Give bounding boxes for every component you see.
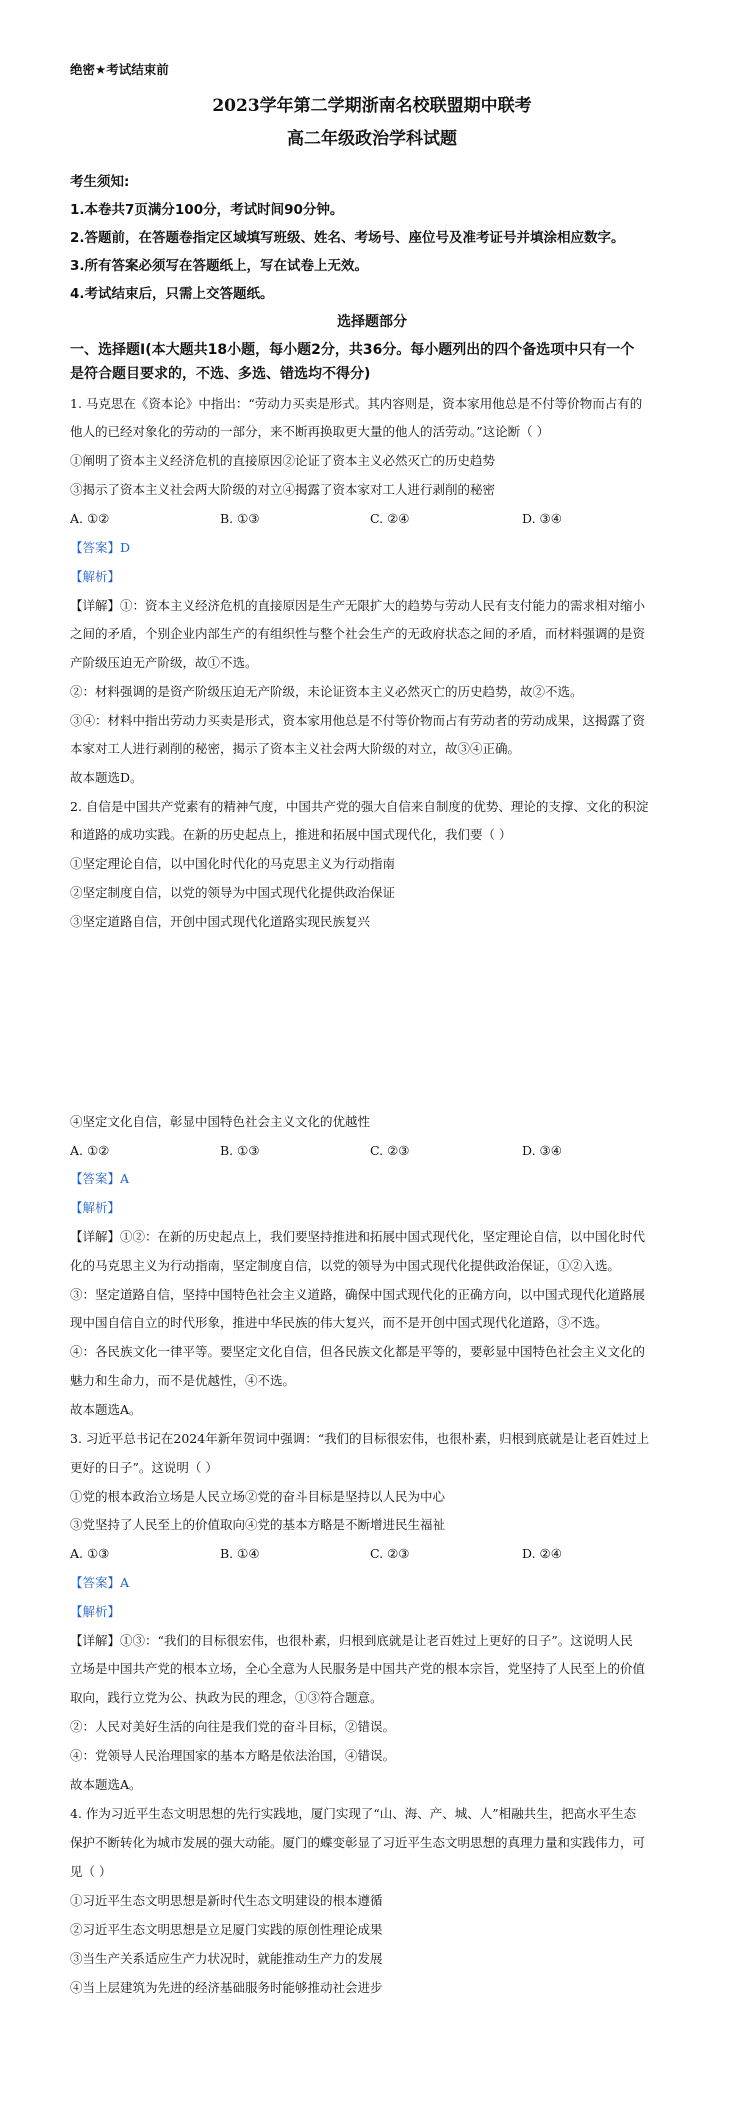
- section-title: 选择题部分: [337, 314, 407, 330]
- q2-answer: 【答案】A: [70, 1171, 130, 1186]
- q3-detail-2: 立场是中国共产党的根本立场，全心全意为人民服务是中国共产党的根本宗旨，党坚持了人民至上的价值: [70, 1661, 646, 1676]
- q1-detail-5: ③④：材料中指出劳动力买卖是形式，资本家用他总是不付等价物而占有劳动者的劳动成果，这揭露了资: [70, 713, 646, 728]
- q3-detail-5: ④：党领导人民治理国家的基本方略是依法治国，④错误。: [70, 1748, 396, 1763]
- q2-detail-6: 魅力和生命力，而不是优越性，④不选。: [70, 1373, 296, 1388]
- q1-option-b: B. ①③: [220, 511, 260, 526]
- q2-statement-1: ①坚定理论自信，以中国化时代化的马克思主义为行动指南: [70, 856, 396, 871]
- q1-answer: 【答案】D: [70, 540, 131, 555]
- q2-statement-2: ②坚定制度自信，以党的领导为中国式现代化提供政治保证: [70, 885, 396, 900]
- q3-detail-3: 取向，践行立党为公、执政为民的理念，①③符合题意。: [70, 1690, 383, 1705]
- q2-detail-2: 化的马克思主义为行动指南，坚定制度自信，以党的领导为中国式现代化提供政治保证，①②入选。: [70, 1258, 621, 1273]
- q1-detail-6: 本家对工人进行剥削的秘密，揭示了资本主义社会两大阶级的对立，故③④正确。: [70, 741, 521, 756]
- q2-analysis-label: 【解析】: [70, 1200, 121, 1215]
- secret-label: 绝密★考试结束前: [70, 62, 169, 77]
- q2-stem-2: 和道路的成功实践。在新的历史起点上，推进和拓展中国式现代化，我们要（ ）: [70, 827, 512, 842]
- q4-stem-3: 见（ ）: [70, 1864, 112, 1879]
- q3-detail-1: 【详解】①③：“我们的目标很宏伟，也很朴素，归根到底就是让老百姓过上更好的日子”。这说明人民: [70, 1633, 633, 1648]
- q2-statement-3: ③坚定道路自信，开创中国式现代化道路实现民族复兴: [70, 914, 371, 929]
- q3-statement-1: ①党的根本政治立场是人民立场②党的奋斗目标是坚持以人民为中心: [70, 1489, 446, 1504]
- q2-option-d: D. ③④: [522, 1143, 562, 1158]
- notice-item-2: 2.答题前，在答题卷指定区域填写班级、姓名、考场号、座位号及准考证号并填涂相应数字。: [70, 230, 625, 246]
- q3-option-b: B. ①④: [220, 1546, 260, 1561]
- q3-conclusion: 故本题选A。: [70, 1777, 142, 1792]
- q4-statement-2: ②习近平生态文明思想是立足厦门实践的原创性理论成果: [70, 1922, 383, 1937]
- section-intro-line2: 是符合题目要求的，不选、多选、错选均不得分): [70, 366, 371, 382]
- q4-stem-1: 4. 作为习近平生态文明思想的先行实践地，厦门实现了“山、海、产、城、人”相融共生，把高水平生态: [70, 1806, 637, 1821]
- q3-option-c: C. ②③: [370, 1546, 410, 1561]
- q3-detail-4: ②：人民对美好生活的向往是我们党的奋斗目标，②错误。: [70, 1719, 396, 1734]
- q3-stem-1: 3. 习近平总书记在2024年新年贺词中强调：“我们的目标很宏伟，也很朴素，归根到底就是让老百姓过上: [70, 1431, 650, 1446]
- q1-analysis-label: 【解析】: [70, 569, 121, 584]
- q2-statement-4: ④坚定文化自信，彰显中国特色社会主义文化的优越性: [70, 1114, 371, 1129]
- q1-statement-1: ①阐明了资本主义经济危机的直接原因②论证了资本主义必然灭亡的历史趋势: [70, 453, 496, 468]
- q4-statement-1: ①习近平生态文明思想是新时代生态文明建设的根本遵循: [70, 1893, 383, 1908]
- q2-conclusion: 故本题选A。: [70, 1402, 142, 1417]
- q1-option-a: A. ①②: [70, 511, 110, 526]
- notice-heading: 考生须知:: [70, 174, 130, 190]
- q1-detail-1: 【详解】①：资本主义经济危机的直接原因是生产无限扩大的趋势与劳动人民有支付能力的需求相对缩小: [70, 598, 646, 613]
- q3-statement-2: ③党坚持了人民至上的价值取向④党的基本方略是不断增进民生福祉: [70, 1517, 446, 1532]
- q2-detail-5: ④：各民族文化一律平等。要坚定文化自信，但各民族文化都是平等的，要彰显中国特色社会主义文化的: [70, 1344, 646, 1359]
- section-intro-line1: 一、选择题Ⅰ(本大题共18小题，每小题2分，共36分。每小题列出的四个备选项中只有一个: [70, 342, 635, 358]
- notice-item-3: 3.所有答案必须写在答题纸上，写在试卷上无效。: [70, 258, 369, 274]
- q2-option-a: A. ①②: [70, 1143, 110, 1158]
- notice-item-1: 1.本卷共7页满分100分，考试时间90分钟。: [70, 202, 344, 218]
- q2-option-c: C. ②③: [370, 1143, 410, 1158]
- q2-detail-4: 现中国自信自立的时代形象，推进中华民族的伟大复兴，而不是开创中国式现代化道路，③不选。: [70, 1315, 608, 1330]
- q1-option-c: C. ②④: [370, 511, 410, 526]
- q2-stem-1: 2. 自信是中国共产党素有的精神气度，中国共产党的强大自信来自制度的优势、理论的支撑、文化的积淀: [70, 799, 649, 814]
- q3-option-a: A. ①③: [70, 1546, 110, 1561]
- q1-stem-1: 1. 马克思在《资本论》中指出：“劳动力买卖是形式。其内容则是，资本家用他总是不付等价物而占有的: [70, 396, 643, 411]
- q1-option-d: D. ③④: [522, 511, 562, 526]
- q3-option-d: D. ②④: [522, 1546, 562, 1561]
- q4-statement-3: ③当生产关系适应生产力状况时，就能推动生产力的发展: [70, 1951, 383, 1966]
- notice-item-4: 4.考试结束后，只需上交答题纸。: [70, 286, 274, 302]
- exam-title: 2023学年第二学期浙南名校联盟期中联考: [212, 96, 532, 116]
- q2-detail-1: 【详解】①②：在新的历史起点上，我们要坚持推进和拓展中国式现代化，坚定理论自信，以中国化时代: [70, 1229, 646, 1244]
- q2-detail-3: ③：坚定道路自信，坚持中国特色社会主义道路，确保中国式现代化的正确方向，以中国式现代化道路展: [70, 1287, 646, 1302]
- q4-statement-4: ④当上层建筑为先进的经济基础服务时能够推动社会进步: [70, 1980, 383, 1995]
- q3-answer: 【答案】A: [70, 1575, 130, 1590]
- q1-detail-4: ②：材料强调的是资产阶级压迫无产阶级，未论证资本主义必然灭亡的历史趋势，故②不选。: [70, 684, 583, 699]
- exam-subtitle: 高二年级政治学科试题: [287, 129, 457, 149]
- q3-stem-2: 更好的日子”。这说明（ ）: [70, 1460, 218, 1475]
- q1-conclusion: 故本题选D。: [70, 770, 143, 785]
- q4-stem-2: 保护不断转化为城市发展的强大动能。厦门的蝶变彰显了习近平生态文明思想的真理力量和实践伟力，可: [70, 1835, 646, 1850]
- q1-stem-2: 他人的已经对象化的劳动的一部分，来不断再换取更大量的他人的活劳动。”这论断（ ）: [70, 424, 550, 439]
- q1-detail-2: 之间的矛盾，个别企业内部生产的有组织性与整个社会生产的无政府状态之间的矛盾，而材料强调的是资: [70, 626, 646, 641]
- q1-detail-3: 产阶级压迫无产阶级，故①不选。: [70, 655, 258, 670]
- q1-statement-2: ③揭示了资本主义社会两大阶级的对立④揭露了资本家对工人进行剥削的秘密: [70, 482, 496, 497]
- q3-analysis-label: 【解析】: [70, 1604, 121, 1619]
- q2-option-b: B. ①③: [220, 1143, 260, 1158]
